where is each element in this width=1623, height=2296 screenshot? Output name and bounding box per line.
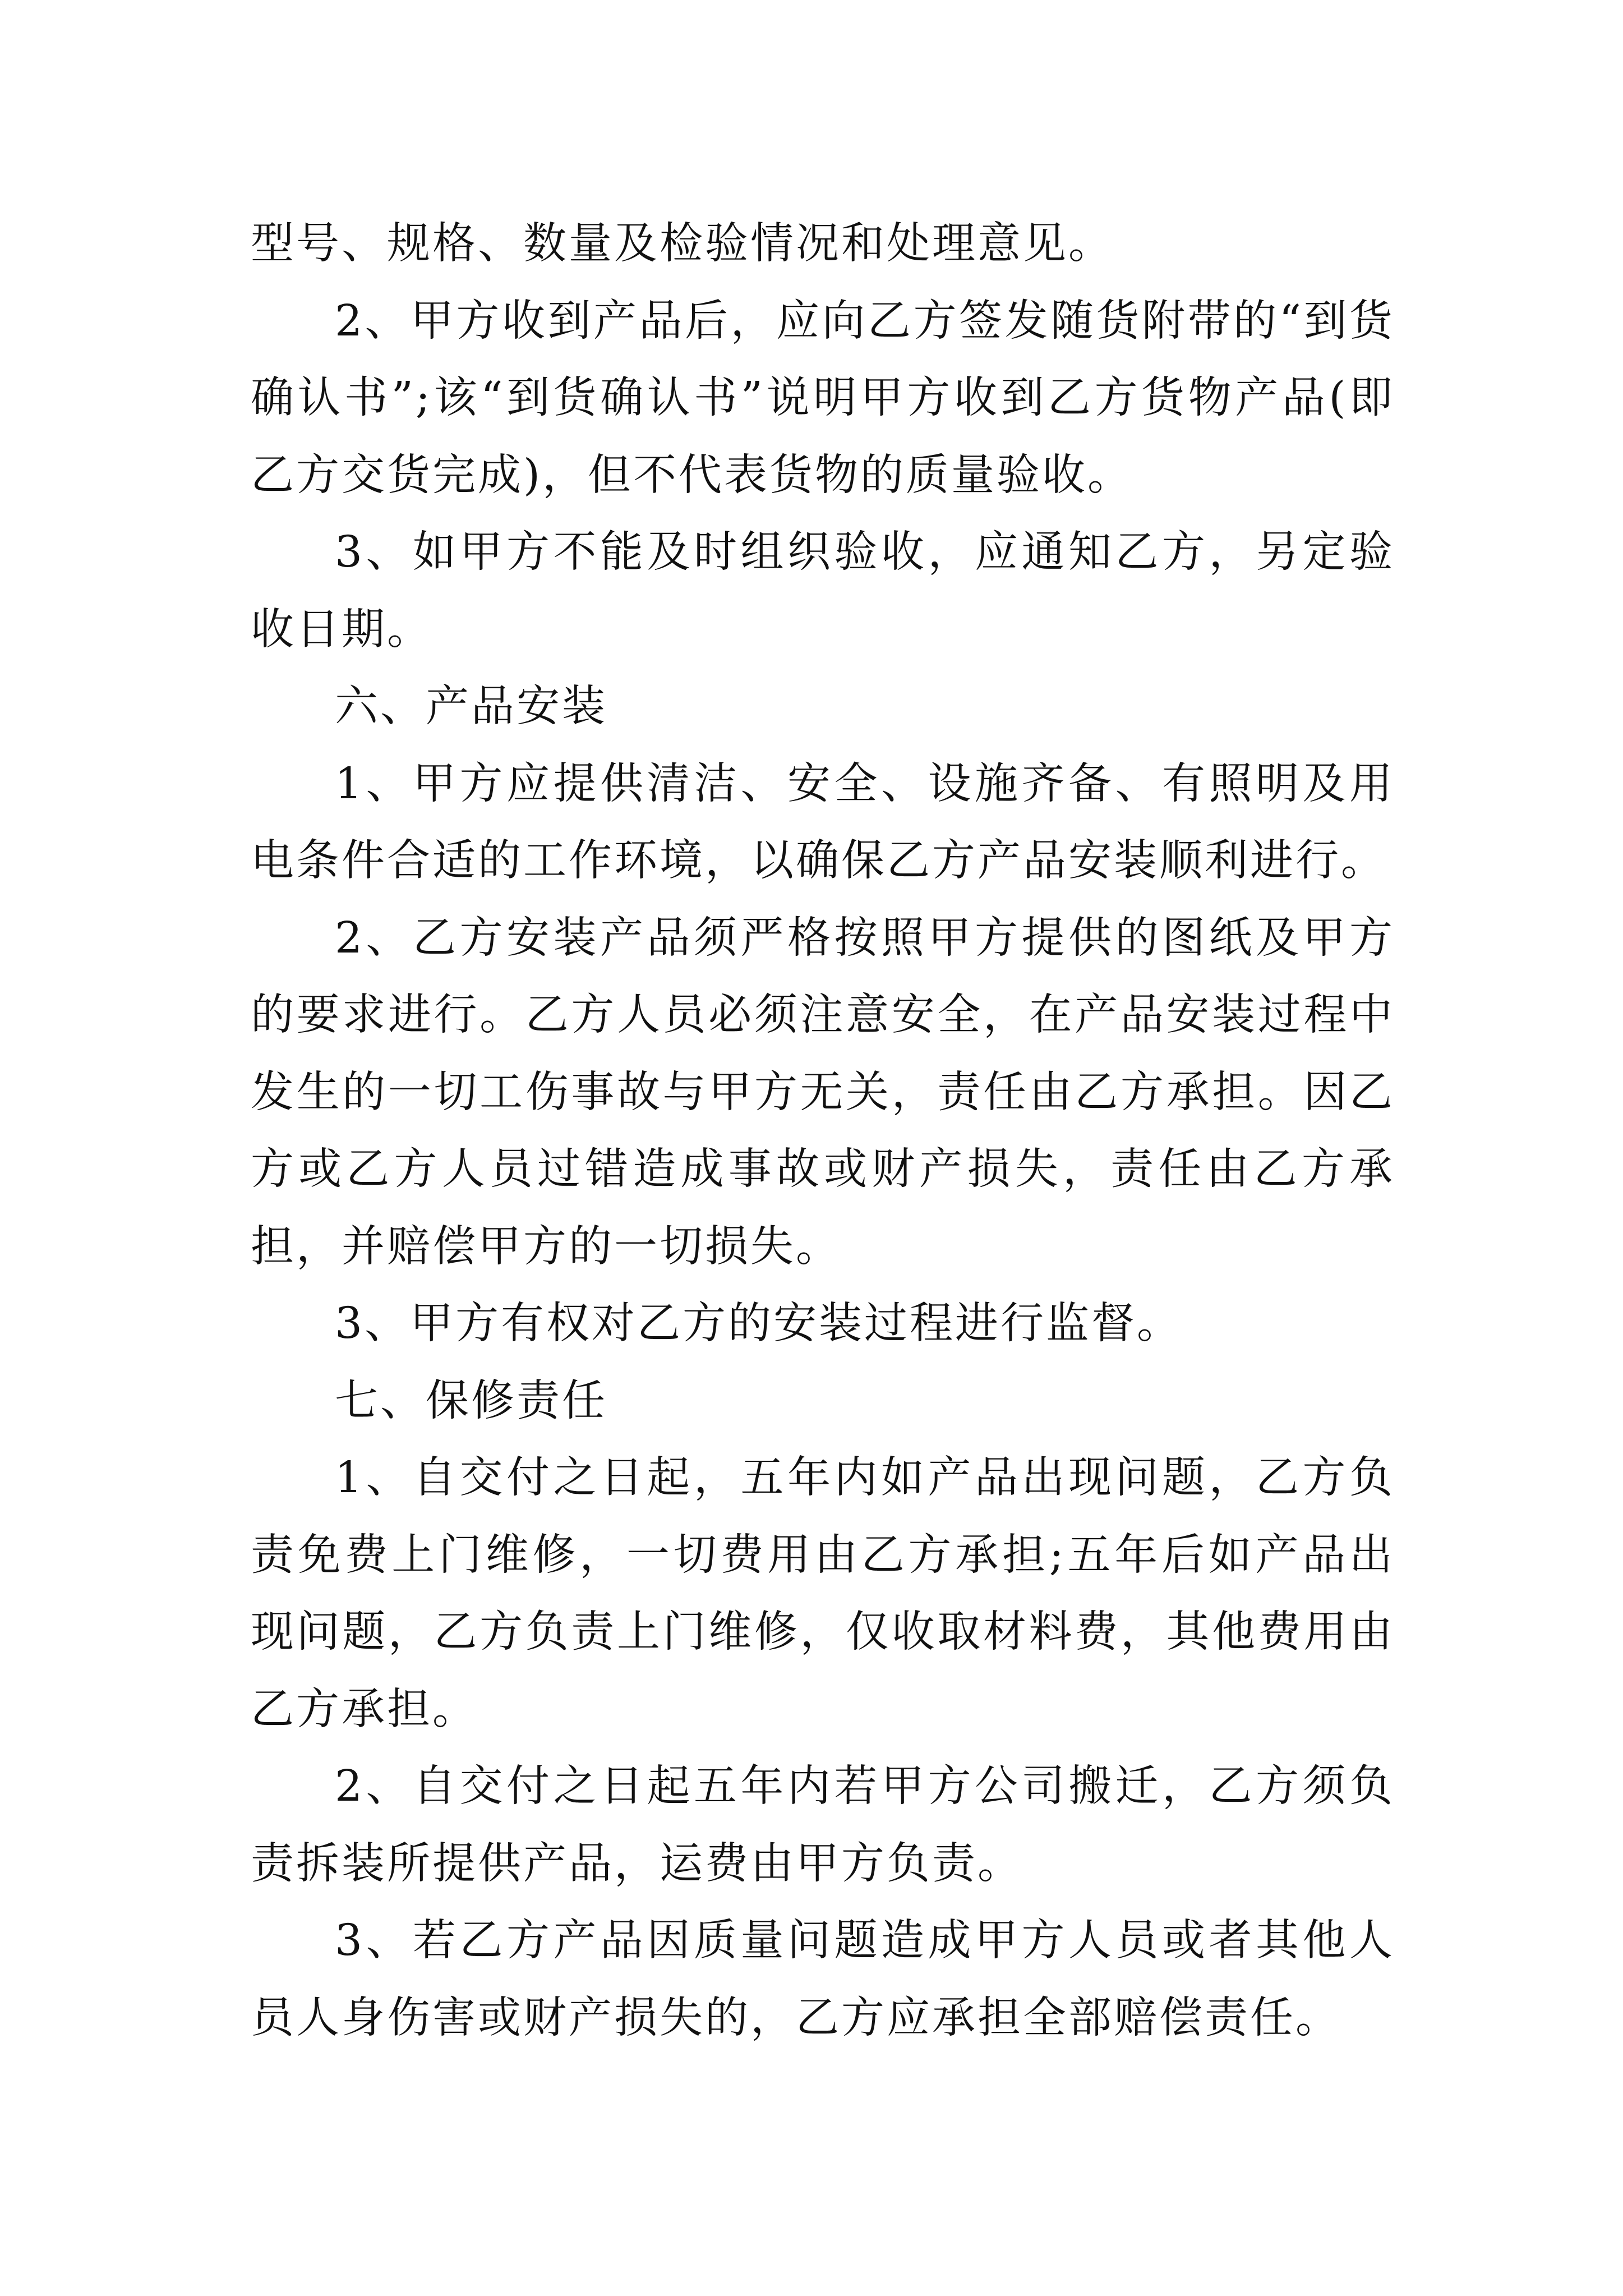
paragraph-relocation: 2、自交付之日起五年内若甲方公司搬迁，乙方须负责拆装所提供产品，运费由甲方负责。 (251, 1761, 1395, 1889)
paragraph-warranty-repair: 1、自交付之日起，五年内如产品出现问题，乙方负责免费上门维修，一切费用由乙方承担;五年后如产品出现问题，乙方负责上门维修，仅收取材料费，其他费用由乙方承担。 (251, 1453, 1395, 1734)
paragraph-installation-requirements: 2、乙方安装产品须严格按照甲方提供的图纸及甲方的要求进行。乙方人员必须注意安全，在产品安装过程中发生的一切工伤事故与甲方无关，责任由乙方承担。因乙方或乙方人员过错造成事故或财产损失，责任由乙方承担，并赔偿甲方的一切损失。 (251, 913, 1395, 1272)
paragraph-continuation: 型号、规格、数量及检验情况和处理意见。 (251, 219, 1114, 269)
paragraph-supervision: 3、甲方有权对乙方的安装过程进行监督。 (335, 1299, 1182, 1349)
section-heading-installation: 六、产品安装 (335, 682, 607, 731)
paragraph-liability: 3、若乙方产品因质量问题造成甲方人员或者其他人员人身伤害或财产损失的，乙方应承担全部赔偿责任。 (251, 1916, 1395, 2043)
paragraph-arrival-confirmation: 2、甲方收到产品后，应向乙方签发随货附带的“到货确认书”;该“到货确认书”说明甲方收到乙方货物产品(即乙方交货完成)，但不代表货物的质量验收。 (251, 296, 1395, 500)
paragraph-work-environment: 1、甲方应提供清洁、安全、设施齐备、有照明及用电条件合适的工作环境，以确保乙方产品安装顺利进行。 (251, 758, 1395, 886)
section-heading-warranty: 七、保修责任 (335, 1375, 607, 1426)
document-body (251, 205, 1395, 2056)
paragraph-acceptance-date: 3、如甲方不能及时组织验收，应通知乙方，另定验收日期。 (251, 527, 1395, 655)
